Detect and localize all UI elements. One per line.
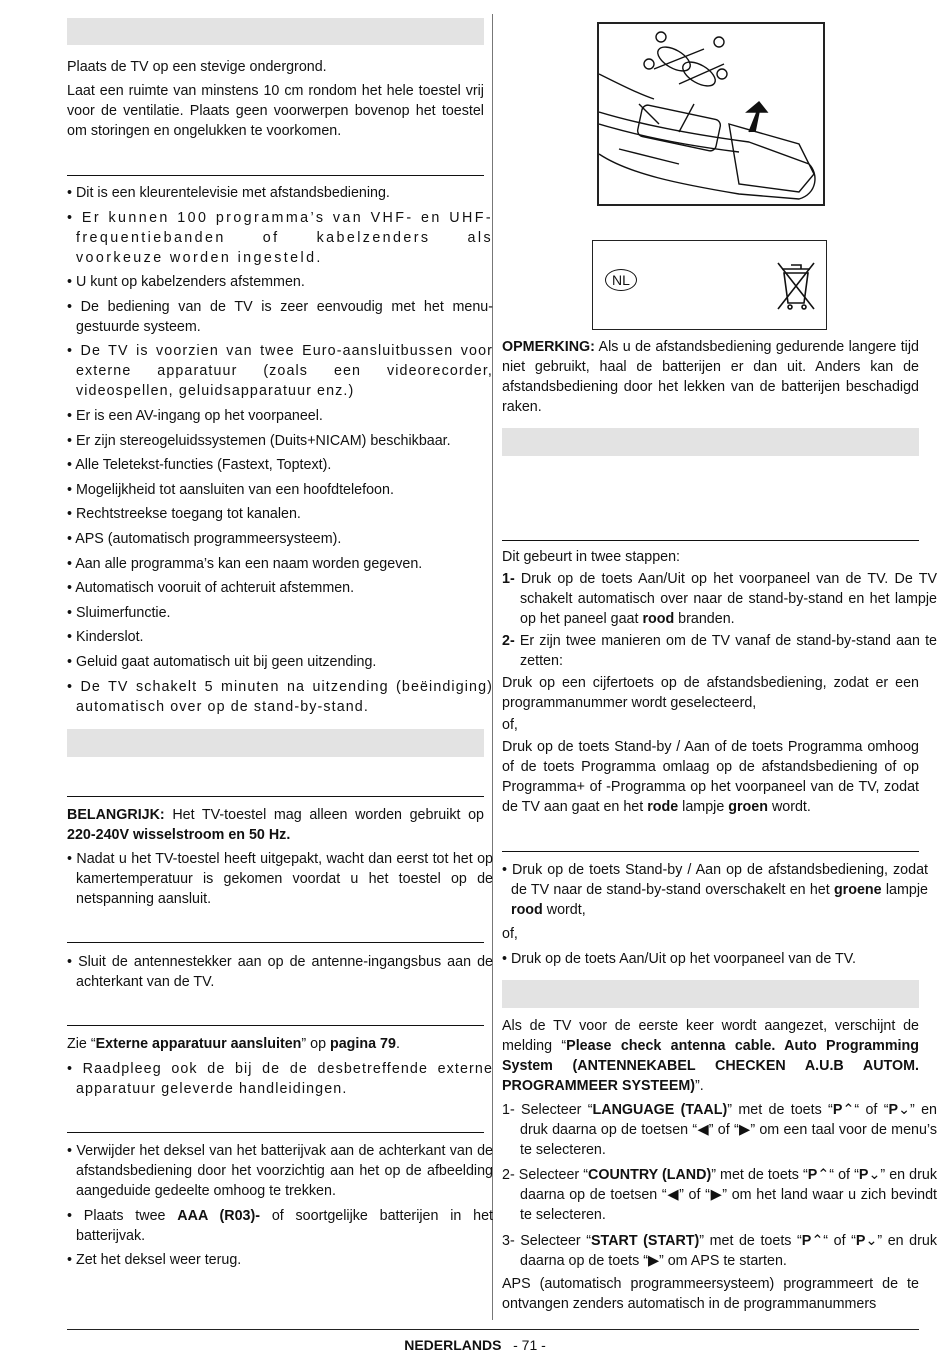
para-emph: rode [647,799,679,815]
section-header-bar [67,729,484,757]
first-time-text [502,1016,919,1096]
step-emph: rood [642,611,675,627]
chevron-down-icon: ⌄ [868,1167,881,1183]
first-text: Als de TV voor de eerste keer wordt aangezet, verschijnt de melding “ [502,1018,919,1054]
key-p: P [858,1167,869,1183]
power-bullet: • Nadat u het TV-toestel heeft uitgepakt, wacht dan eerst tot het op kamertemperatuur is gekomen voordat u het toestel op de netspanning aansluit. [67,851,493,907]
s-text: “ of “ [829,1167,859,1183]
footer-language: NEDERLANDS [404,1337,502,1353]
footer-rule [67,1329,919,1330]
feature-item: • Alle Teletekst-functies (Fastext, Toptext). [67,457,332,473]
section-rule [67,175,484,176]
ext-link-title: Externe apparatuur aansluiten [95,1036,302,1052]
power-important [67,805,484,845]
feature-item: • Kinderslot. [67,629,144,645]
chevron-up-icon: ⌃ [811,1233,824,1249]
para-emph-2: groen [728,799,768,815]
note-text: Als u de afstandsbediening gedurende langere tijd niet gebruikt, haal de batterijen er dan uit. Anders kan de afstandsbediening door het lekken van de batterijen beschadigd raken. [502,339,919,415]
page-footer [0,1335,950,1355]
key-p: P [855,1233,866,1249]
note-label: OPMERKING: [502,339,595,355]
setup-step-2 [502,1165,937,1225]
triangle-right-icon: ▶ [738,1122,751,1138]
feature-item: • Er kunnen 100 programma’s van VHF- en UHF-frequentiebanden of kabelzenders als voorkeuze worden ingesteld. [67,210,493,266]
important-label: BELANGRIJK: [67,807,165,823]
batt-pre: • Plaats twee [67,1208,178,1224]
ext-page: pagina 79 [330,1036,396,1052]
s-text: ” om een taal voor de menu’s te selecteren. [520,1122,937,1158]
step-number: 2- [502,633,515,649]
step-text: Er zijn twee manieren om de TV vanaf de stand-by-stand aan te zetten: [514,633,937,669]
external-bullet: • Raadpleeg ook de bij de de desbetreffende externe apparatuur geleverde handleidingen. [67,1061,493,1097]
battery-bullet: • Verwijder het deksel van het batterijvak aan de achterkant van de afstandsbediening door het voorzichtig aan het op de afbeelding aangeduide gedeelte omhoog te trekken. [67,1143,493,1199]
on-step-2 [502,631,937,671]
batt-post: of soortgelijke batterijen in het batterijvak. [76,1208,494,1244]
step-number: 1- [502,571,515,587]
feature-item: • De TV is voorzien van twee Euro-aansluitbussen voor externe apparatuur (zoals een videorecorder, videospellen, geluidsapparatuur enz.) [67,343,493,399]
on-intro: Dit gebeurt in twee stappen: [502,549,681,565]
off-end: wordt, [542,902,586,918]
s-text: ” om het land waar u zich bevindt te selecteren. [520,1187,938,1223]
remote-battery-icon [599,24,823,204]
key-p: P [807,1167,818,1183]
s-text: 3- Selecteer “ [502,1233,591,1249]
disposal-notice [592,240,827,330]
battery-note [502,337,919,417]
battery-bullet: • Zet het deksel weer terug. [67,1252,242,1268]
ext-mid: ” op [301,1036,330,1052]
key-p: P [801,1233,812,1249]
feature-item: • Er is een AV-ingang op het voorpaneel. [67,408,323,424]
on-para-1: Druk op een cijfertoets op de afstandsbediening, zodat er een programmanummer wordt geselecteerd, [502,675,919,711]
batt-type: AAA (R03)- [177,1208,261,1224]
on-or-1: of, [502,717,518,733]
off-emph-2: rood [511,902,543,918]
nl-badge: NL [605,269,637,291]
page-number: - 71 - [513,1337,546,1353]
s-text: ” met de toets “ [727,1102,833,1118]
s-text: ” met de toets “ [711,1167,808,1183]
chevron-up-icon: ⌃ [817,1167,830,1183]
para-text: Druk op de toets Stand-by / Aan of de toets Programma omhoog of de toets Programma omlaag op de afstandsbediening of op Programma+ of -Programma op het voorpaneel van de TV, zodat de TV aan gaat en het [502,739,919,815]
section-rule [502,851,919,852]
first-message: Please check antenna cable. Auto Programming System (ANTENNEKABEL CHECKEN A.U.B AUTOM. PROGRAMMEER SYSTEEM) [502,1038,919,1094]
setup-step-3 [502,1231,937,1271]
ext-prefix: Zie “ [67,1036,96,1052]
first-end: ”. [695,1078,704,1094]
remote-battery-illustration [597,22,825,206]
s-text: ” en druk daarna op de toetsen “ [520,1102,937,1138]
chevron-down-icon: ⌄ [898,1102,910,1118]
off-emph: groene [833,882,882,898]
menu-item-country: COUNTRY (LAND) [588,1167,712,1183]
section-header-bar [502,980,919,1008]
feature-item: • Aan alle programma’s kan een naam worden gegeven. [67,556,423,572]
off-text: • Druk op de toets Stand-by / Aan op de afstandsbediening, zodat de TV naar de stand-by-stand overschakelt en het [502,862,928,898]
s-text: ” om APS te starten. [658,1253,787,1269]
important-text: Het TV-toestel mag alleen worden gebruikt op [164,807,484,823]
triangle-right-icon: ▶ [647,1253,659,1269]
external-ref [67,1034,484,1054]
key-p: P [832,1102,843,1118]
battery-bullet [67,1206,493,1246]
feature-item: • De TV schakelt 5 minuten na uitzending (beëindiging) automatisch over op de stand-by-stand. [67,679,493,715]
antenna-bullet: • Sluit de antennestekker aan op de antenne-ingangsbus aan de achterkant van de TV. [67,954,493,990]
step-text-end: branden. [674,611,735,627]
s-text: ” of “ [679,1187,710,1203]
s-text: “ of “ [823,1233,856,1249]
chevron-up-icon: ⌃ [842,1102,855,1118]
s-text: ” en druk daarna op de toets “ [520,1233,937,1269]
section-header-bar [67,18,484,45]
feature-item: • Rechtstreekse toegang tot kanalen. [67,506,301,522]
off-bullet-2: • Druk op de toets Aan/Uit op het voorpaneel van de TV. [502,951,856,967]
triangle-right-icon: ▶ [709,1187,723,1203]
step-text: Druk op de toets Aan/Uit op het voorpaneel van de TV. De TV schakelt automatisch over naar de stand-by-stand en het lampje op het paneel gaat [514,571,937,627]
power-spec: 220-240V wisselstroom en 50 Hz. [67,827,291,843]
feature-item: • APS (automatisch programmeersysteem). [67,531,342,547]
section-rule [67,942,484,943]
feature-item: • Automatisch vooruit of achteruit afstemmen. [67,580,355,596]
placement-text-2: Laat een ruimte van minstens 10 cm rondom het hele toestel vrij voor de ventilatie. Plaats geen voorwerpen bovenop het toestel om storingen en ongelukken te voorkomen. [67,83,484,139]
placement-text-1: Plaats de TV op een stevige ondergrond. [67,59,327,75]
off-bullet-1 [502,860,928,920]
s-text: ” en druk daarna op de toetsen “ [520,1167,937,1203]
off-mid: lampje [881,882,928,898]
setup-step-1 [502,1100,937,1160]
s-text: 1- Selecteer “ [502,1102,593,1118]
feature-item: • U kunt op kabelzenders afstemmen. [67,274,305,290]
section-header-bar [502,428,919,456]
feature-item: • Geluid gaat automatisch uit bij geen uitzending. [67,654,377,670]
feature-item: • Dit is een kleurentelevisie met afstandsbediening. [67,185,390,201]
feature-item: • De bediening van de TV is zeer eenvoudig met het menu-gestuurde systeem. [67,299,493,335]
s-text: ” of “ [708,1122,739,1138]
on-step-1 [502,569,937,629]
feature-item: • Sluimerfunctie. [67,605,171,621]
feature-item: • Mogelijkheid tot aansluiten van een hoofdtelefoon. [67,482,394,498]
section-rule [67,796,484,797]
para-end: wordt. [767,799,811,815]
crossed-bin-icon [776,259,816,311]
menu-item-start: START (START) [591,1233,700,1249]
para-mid: lampje [678,799,729,815]
section-rule [67,1025,484,1026]
feature-item: • Er zijn stereogeluidssystemen (Duits+NICAM) beschikbaar. [67,433,451,449]
aps-text: APS (automatisch programmeersysteem) programmeert de te ontvangen zenders automatisch in de programmanummers [502,1276,919,1312]
section-rule [502,540,919,541]
key-p: P [888,1102,899,1118]
s-text: 2- Selecteer “ [502,1167,589,1183]
s-text: ” met de toets “ [699,1233,802,1249]
on-para-2 [502,737,919,817]
s-text: “ of “ [854,1102,889,1118]
triangle-left-icon: ◀ [666,1187,680,1203]
menu-item-language: LANGUAGE (TAAL) [592,1102,728,1118]
triangle-left-icon: ◀ [697,1122,709,1138]
ext-end: . [395,1036,400,1052]
chevron-down-icon: ⌄ [865,1233,878,1249]
section-rule [67,1132,484,1133]
off-or: of, [502,926,518,942]
